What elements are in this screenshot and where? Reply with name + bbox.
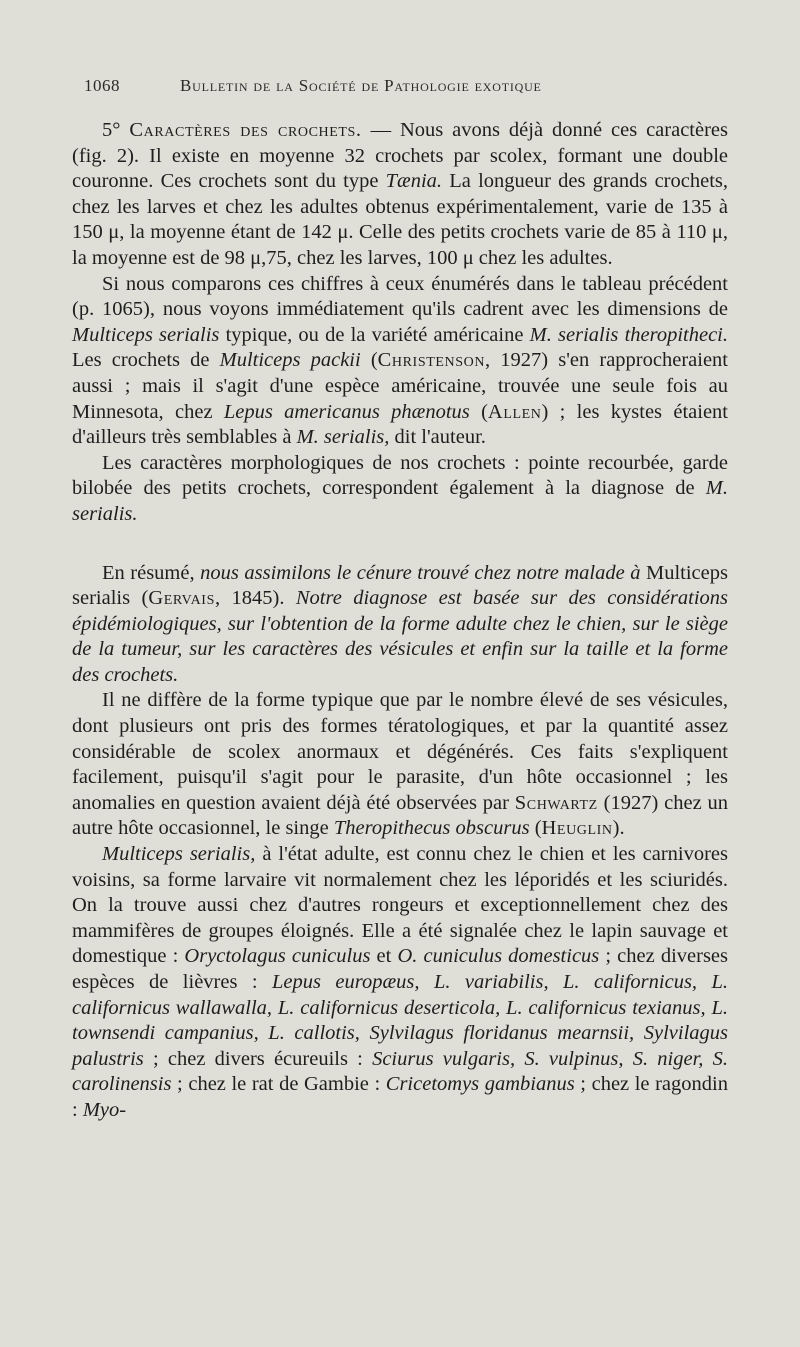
italic-run: Oryctolagus cuniculus: [184, 945, 371, 968]
paragraph: [72, 842, 728, 1124]
page-number: 1068: [84, 76, 120, 95]
text-run: Si nous comparons ces chiffres à ceux énumérés dans le tableau précédent (p. 1065), nous voyons immédiatement qu'ils cadrent avec les dimensions de: [72, 272, 728, 321]
italic-run: Tænia.: [385, 170, 443, 193]
page-header: [84, 76, 734, 96]
text-run: Les caractères morphologiques de nos crochets : pointe recourbée, garde bilobée des petits crochets, correspondent également à la diagnose de: [72, 451, 728, 500]
italic-run: Lepus americanus phænotus: [223, 400, 470, 423]
italic-run: Multiceps packii: [219, 349, 361, 372]
small-caps-run: Gervais: [148, 587, 215, 610]
text-run: , 1927) s'en rapprocheraient aussi ; mais il s'agit d'une espèce américaine, trouvée une seule fois au Minnesota, chez: [72, 349, 728, 423]
text-run: (: [469, 400, 488, 423]
text-run: La longueur des grands crochets, chez les larves et chez les adultes obtenus expérimentalement, varie de 135 à 150 μ, la moyenne étant de 142 μ. Celle des petits crochets varie de 85 à 110 μ, la moyenne est de 98 μ,75, chez les larves, 100 μ chez les adultes.: [72, 170, 728, 269]
text-run: ) ; les kystes étaient d'ailleurs très semblables à: [72, 400, 728, 449]
text-run: et: [370, 945, 398, 968]
text-run: — Nous avons déjà donné ces caractères (fig. 2). Il existe en moyenne 32 crochets par scolex, formant une double couronne. Ces crochets sont du type: [72, 119, 729, 193]
italic-run: Cricetomys gambianus: [385, 1073, 575, 1096]
small-caps-run: Christenson: [377, 349, 486, 372]
italic-run: Theropithecus obscurus: [333, 817, 530, 840]
text-run: (1927) chez un autre hôte occasionnel, le singe: [72, 791, 728, 840]
text-run: , 1845).: [214, 587, 296, 610]
text-run: Il ne diffère de la forme typique que par le nombre élevé de ses vésicules, dont plusieurs ont pris des formes tératologiques, et par la quantité assez considérable de scolex anormaux et dégénérés. Ces faits s'expliquent facilement, puisqu'il s'agit pour le parasite, d'un hôte occasionnel ; les anomalies en question avaient déjà été observées par: [72, 689, 728, 814]
text-run: Les crochets de: [72, 349, 220, 372]
italic-run: M. serialis theropitheci.: [529, 323, 729, 346]
italic-run: Multiceps serialis,: [102, 843, 256, 866]
text-run: dit l'auteur.: [389, 426, 486, 449]
text-run: 5°: [102, 119, 130, 141]
paragraph: [72, 688, 728, 842]
text-run: ).: [612, 817, 625, 840]
italic-run: Sciurus vulgaris, S. vulpinus, S. niger, S. carolinensis: [72, 1047, 728, 1096]
running-title: Bulletin de la Société de Pathologie exotique: [180, 76, 542, 95]
italic-run: M. serialis.: [72, 477, 728, 525]
paragraph: [72, 118, 728, 272]
italic-run: Myo-: [82, 1098, 127, 1121]
text-run: ; chez le rat de Gambie :: [171, 1073, 386, 1096]
small-caps-run: Caractères des crochets.: [129, 119, 362, 141]
text-run: ; chez le ragondin :: [72, 1073, 728, 1121]
italic-run: Multiceps serialis: [72, 323, 220, 346]
text-run: (: [529, 817, 542, 840]
italic-run: Lepus europæus, L. variabilis, L. californicus, L. californicus wallawalla, L. californicus deserticola, L. californicus texianus, L. townsendi campanius, L. callotis, Sylvilagus floridanus mearnsii, Sylvilagus palustris: [72, 971, 729, 1070]
text-run: Multiceps serialis (: [72, 561, 728, 610]
text-run: ; chez divers écureuils :: [143, 1047, 373, 1070]
text-run: (: [360, 349, 378, 372]
italic-run: Notre diagnose est basée sur des considérations épidémiologiques, sur l'obtention de la forme adulte chez le chien, sur le siège de la tumeur, sur les caractères des vésicules et enfin sur la taille et la forme des crochets.: [72, 587, 728, 686]
text-run: ; chez diverses espèces de lièvres :: [72, 945, 729, 993]
paragraph: [72, 272, 728, 451]
italic-run: O. cuniculus domesticus: [397, 945, 600, 968]
text-run: à l'état adulte, est connu chez le chien et les carnivores voisins, sa forme larvaire vit normalement chez les léporidés et les sciuridés. On la trouve aussi chez d'autres rongeurs et exceptionnellement chez des mammifères de groupes éloignés. Elle a été signalée chez le lapin sauvage et domestique :: [72, 843, 728, 968]
body-text: [72, 118, 728, 1124]
paragraph: [72, 451, 728, 528]
italic-run: nous assimilons le cénure trouvé chez notre malade à: [200, 561, 641, 584]
section-gap: [72, 528, 728, 561]
text-run: En résumé,: [102, 561, 201, 584]
small-caps-run: Heuglin: [541, 817, 613, 840]
small-caps-run: Allen: [487, 400, 542, 423]
text-run: typique, ou de la variété américaine: [219, 323, 530, 346]
italic-run: M. serialis,: [296, 426, 390, 449]
paragraph: [72, 561, 728, 689]
small-caps-run: Schwartz: [514, 791, 598, 814]
